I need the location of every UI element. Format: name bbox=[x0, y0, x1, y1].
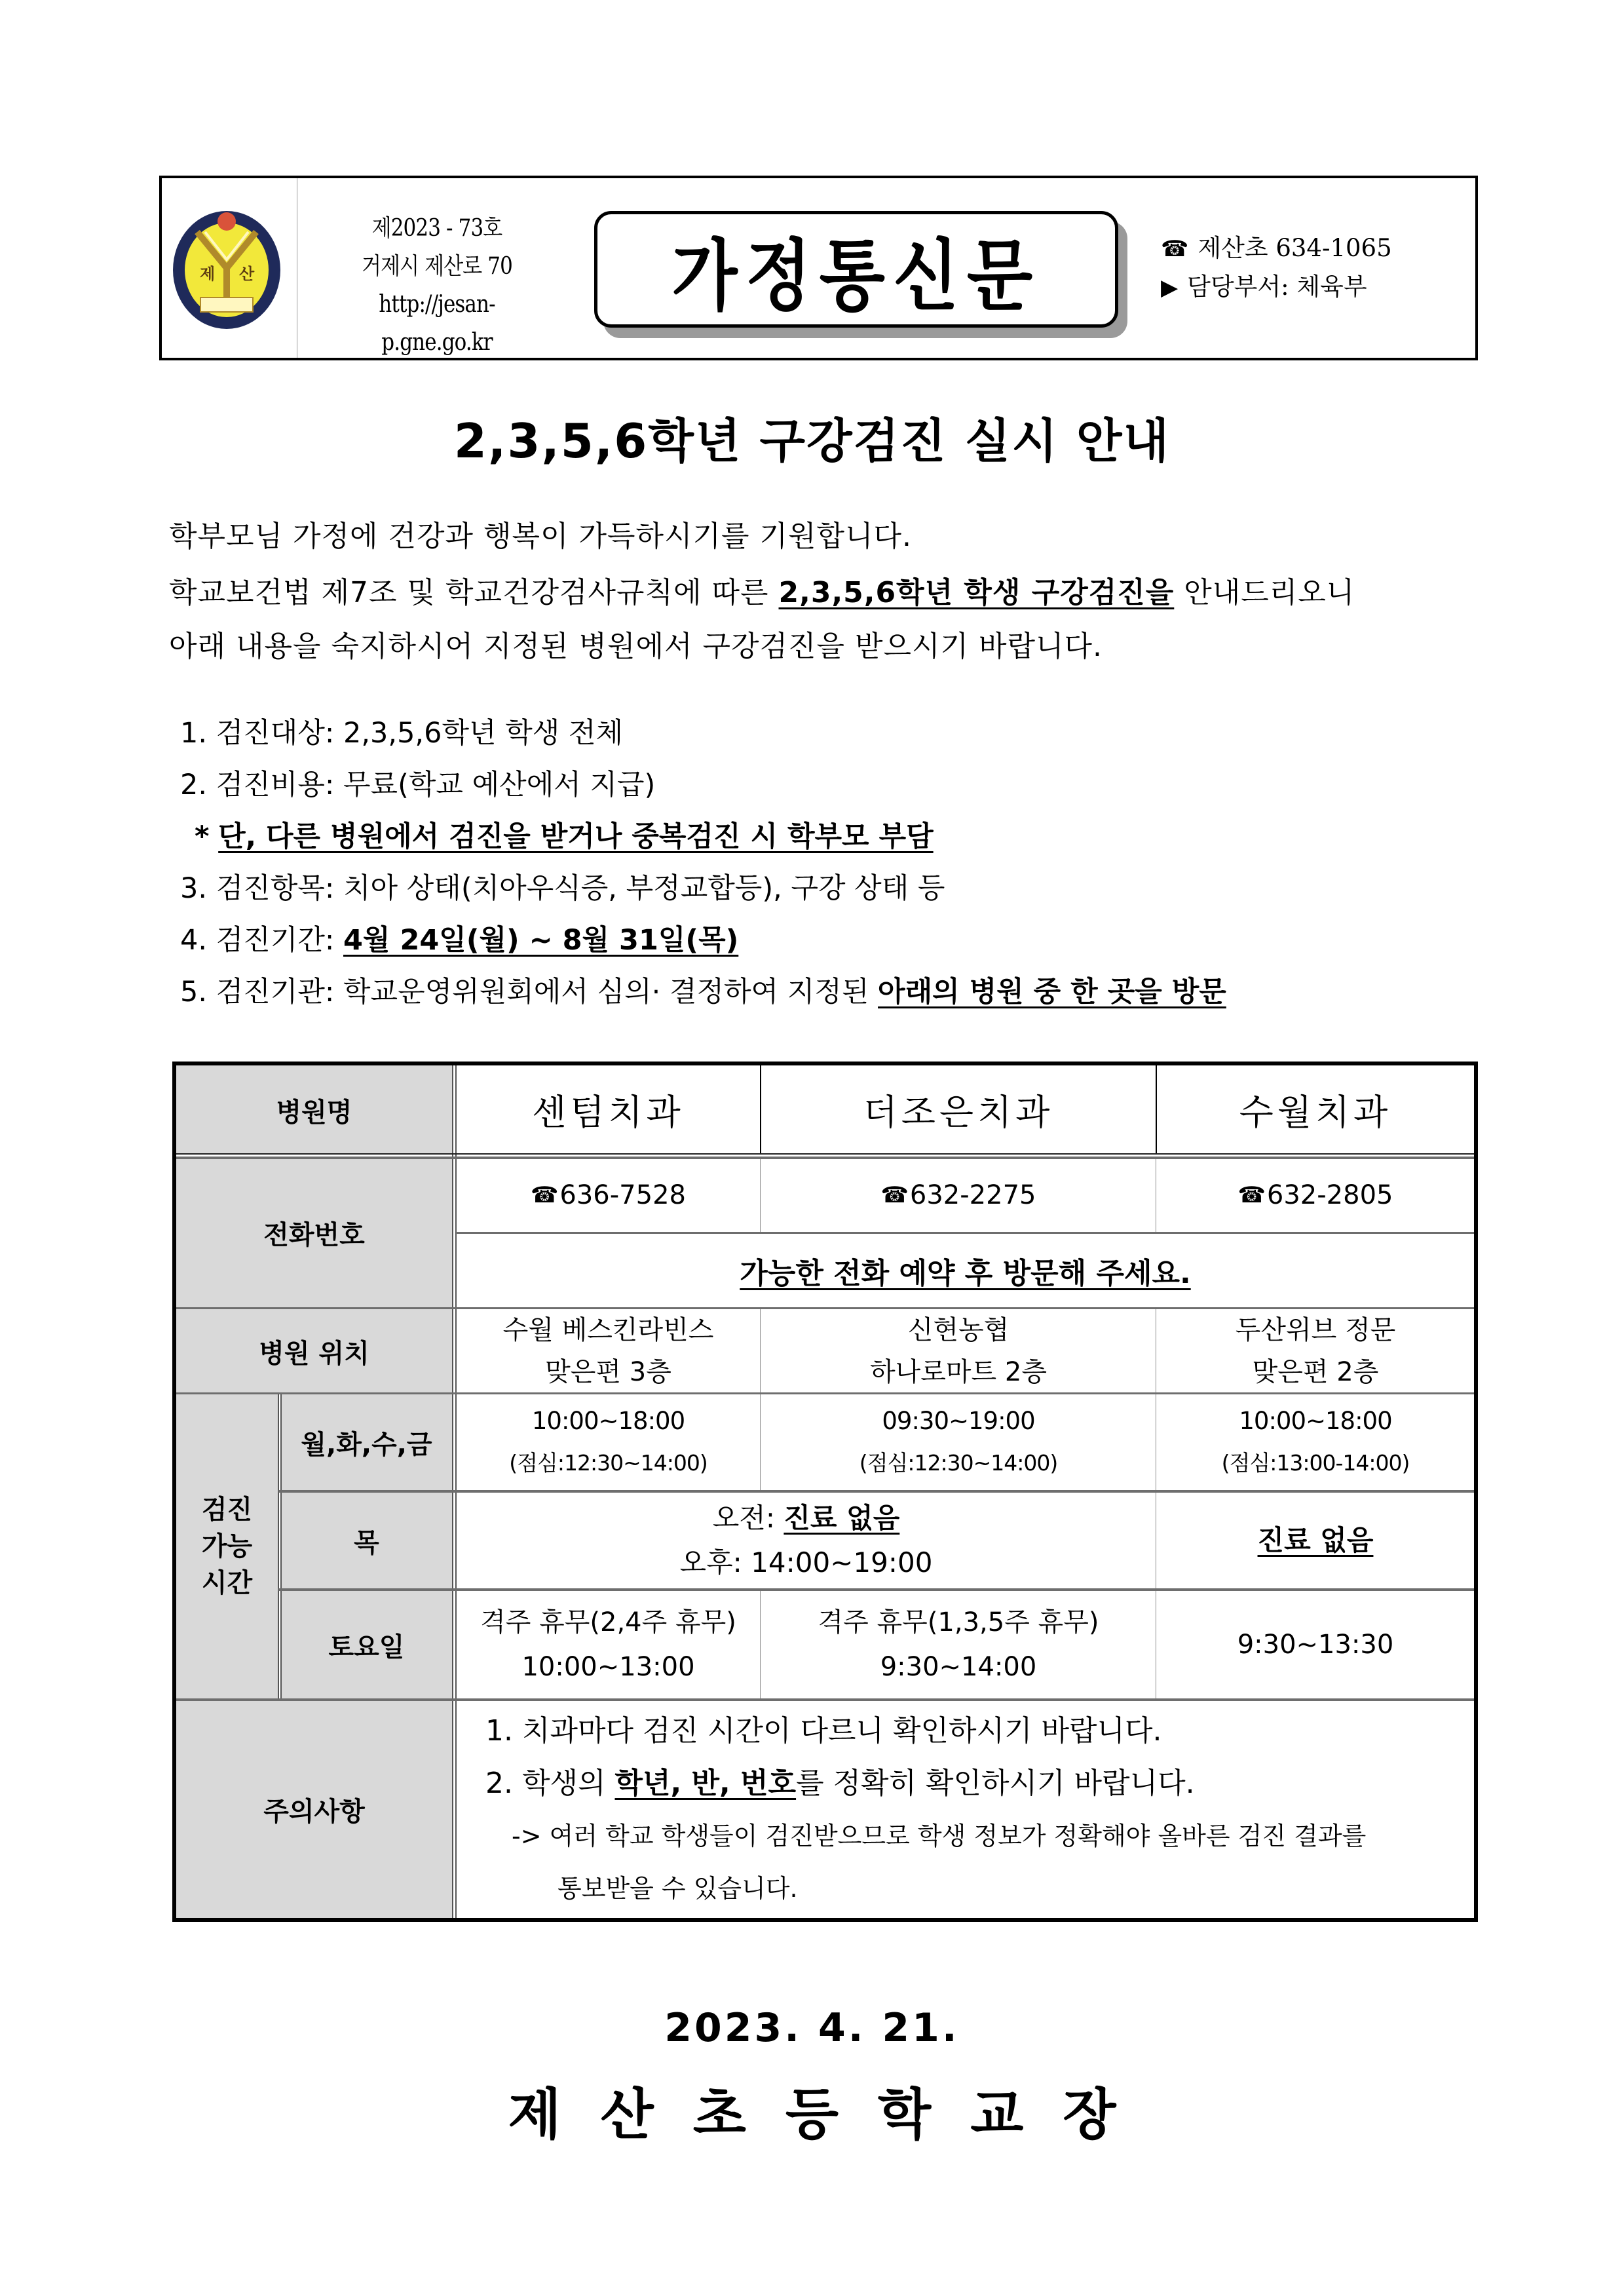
document-title: 2,3,5,6학년 구강검진 실시 안내 bbox=[453, 413, 1171, 469]
list-item-period: 4. 검진기간: 4월 24일(월) ~ 8월 31일(목) bbox=[180, 924, 739, 957]
note-line-3: -> 여러 학교 학생들이 검진받으므로 학생 정보가 정확해야 올바른 검진 결과를 bbox=[512, 1821, 1367, 1850]
greeting: 학부모님 가정에 건강과 행복이 가득하시기를 기원합니다. bbox=[169, 520, 913, 553]
list-item-note: * 단, 다른 병원에서 검진을 받거나 중복검진 시 학부모 부담 bbox=[195, 820, 934, 853]
divider bbox=[280, 1394, 282, 1698]
label-thursday: 목 bbox=[281, 1493, 452, 1588]
list-item-institution: 5. 검진기관: 학교운영위원회에서 심의· 결정하여 지정된 아래의 병원 중 한 곳을 방문 bbox=[180, 976, 1226, 1008]
phone-icon: ☎ bbox=[1237, 1182, 1266, 1208]
svg-text:산: 산 bbox=[239, 265, 255, 283]
hospital-phone-centum[interactable]: ☎ 636-7528 bbox=[457, 1158, 760, 1232]
newsletter-title: 가정통신문 bbox=[671, 230, 1041, 321]
list-item-items: 3. 검진항목: 치아 상태(치아우식증, 부정교합등), 구강 상태 등 bbox=[180, 872, 945, 905]
label-phone: 전화번호 bbox=[176, 1157, 452, 1308]
school-address: 거제시 제산로 70 bbox=[362, 253, 512, 280]
weekday-hours-suwol: 10:00~18:00 (점심:13:00-14:00) bbox=[1221, 1407, 1410, 1476]
phone-icon: ☎ bbox=[531, 1182, 559, 1208]
hospital-location-thejoeun: 신현농협 하나로마트 2층 bbox=[869, 1314, 1047, 1387]
label-saturday: 토요일 bbox=[281, 1591, 452, 1698]
divider bbox=[278, 1394, 279, 1698]
divider bbox=[760, 1157, 761, 1233]
newsletter-title-box bbox=[594, 211, 1118, 328]
hospital-name-centum: 센텀치과 bbox=[532, 1091, 685, 1133]
saturday-hours-centum: 격주 휴무(2,4주 휴무) 10:00~13:00 bbox=[480, 1607, 736, 1682]
triangle-bullet-icon: ▶ bbox=[1161, 275, 1179, 301]
hospital-location-centum: 수월 베스킨라빈스 맞은편 3층 bbox=[502, 1314, 714, 1387]
intro-suffix: 안내드리오니 bbox=[1174, 576, 1355, 609]
intro-line-2: 아래 내용을 숙지하시어 지정된 병원에서 구강검진을 받으시기 바랍니다. bbox=[169, 630, 1103, 663]
saturday-hours-suwol: 9:30~13:30 bbox=[1237, 1630, 1394, 1660]
thursday-hours-shared: 오전: 진료 없음 오후: 14:00~19:00 bbox=[679, 1502, 933, 1578]
note-line-4: 통보받을 수 있습니다. bbox=[557, 1873, 798, 1903]
divider bbox=[176, 1153, 1474, 1155]
label-location: 병원 위치 bbox=[176, 1309, 452, 1393]
hospital-location-suwol: 두산위브 정문 맞은편 2층 bbox=[1235, 1314, 1396, 1387]
hospital-phone-thejoeun[interactable]: ☎ 632-2275 bbox=[761, 1158, 1156, 1232]
saturday-hours-thejoeun: 격주 휴무(1,3,5주 휴무) 9:30~14:00 bbox=[818, 1607, 1099, 1682]
department: 담당부서: 체육부 bbox=[1187, 273, 1367, 301]
weekday-hours-thejoeun: 09:30~19:00 (점심:12:30~14:00) bbox=[859, 1407, 1058, 1476]
label-notes: 주의사항 bbox=[176, 1701, 452, 1918]
hospital-name-suwol: 수월치과 bbox=[1239, 1091, 1392, 1133]
weekday-hours-centum: 10:00~18:00 (점심:12:30~14:00) bbox=[509, 1407, 708, 1476]
phone-reservation-note: 가능한 전화 예약 후 방문해 주세요. bbox=[740, 1257, 1191, 1290]
hospital-phone-suwol[interactable]: ☎ 632-2805 bbox=[1157, 1158, 1474, 1232]
intro-line-1 bbox=[169, 569, 1355, 611]
hospital-name-thejoeun: 더조은치과 bbox=[863, 1091, 1054, 1133]
label-hospital-name: 병원명 bbox=[176, 1065, 452, 1155]
phone-icon: ☎ bbox=[1161, 236, 1189, 262]
principal-signature: 제산초등학교장 bbox=[508, 2082, 1156, 2147]
note-line-1: 1. 치과마다 검진 시간이 다르니 확인하시기 바랍니다. bbox=[485, 1713, 1162, 1748]
logo-cell bbox=[162, 178, 297, 358]
intro-prefix: 학교보건법 제7조 및 학교건강검사규칙에 따른 bbox=[169, 576, 779, 609]
issue-number: 제2023 - 73호 bbox=[371, 215, 502, 242]
notes-content bbox=[457, 1701, 1474, 1918]
hospital-table bbox=[172, 1062, 1478, 1922]
newsletter-header bbox=[159, 176, 1478, 360]
issue-info bbox=[339, 210, 536, 362]
label-weekdays: 월,화,수,금 bbox=[281, 1394, 452, 1490]
school-logo-icon bbox=[171, 206, 282, 332]
issue-date: 2023. 4. 21. bbox=[664, 2005, 960, 2051]
svg-text:제: 제 bbox=[200, 265, 216, 283]
list-item-cost: 2. 검진비용: 무료(학교 예산에서 지급) bbox=[180, 769, 656, 801]
school-phone: 제산초 634-1065 bbox=[1198, 234, 1392, 262]
divider bbox=[760, 1309, 761, 1491]
school-website[interactable]: http://jesan-p.gne.go.kr bbox=[379, 291, 495, 356]
contact-info bbox=[1161, 229, 1392, 307]
intro-emphasis: 2,3,5,6학년 학생 구강검진을 bbox=[778, 576, 1175, 609]
divider bbox=[760, 1591, 761, 1698]
note-line-2: 2. 학생의 학년, 반, 번호를 정확히 확인하시기 바랍니다. bbox=[485, 1766, 1195, 1800]
phone-icon: ☎ bbox=[880, 1182, 909, 1208]
list-item-target: 1. 검진대상: 2,3,5,6학년 학생 전체 bbox=[180, 717, 624, 750]
thursday-hours-suwol: 진료 없음 bbox=[1257, 1524, 1374, 1556]
label-hours-group: 검진 가능 시간 bbox=[176, 1394, 278, 1698]
